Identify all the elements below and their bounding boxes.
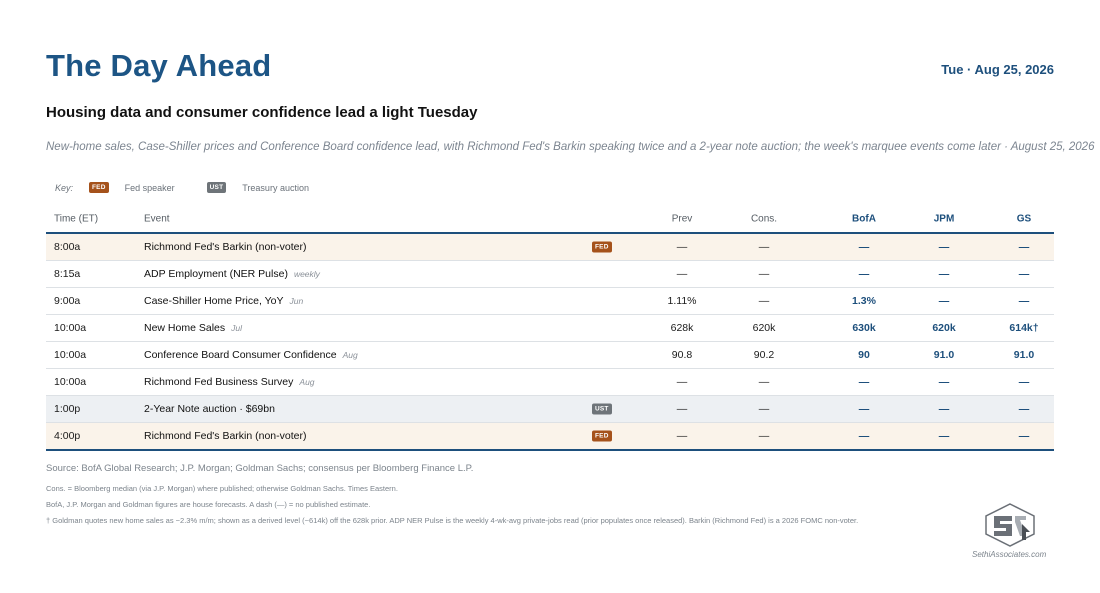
fed-badge-icon: FED — [592, 431, 612, 442]
cell-bofa: 1.3% — [852, 295, 876, 307]
cell-gs: — — [1018, 295, 1030, 307]
cell-time: 10:00a — [54, 322, 87, 334]
cell-time: 8:00a — [54, 241, 81, 253]
cell-prev: — — [676, 268, 688, 280]
cell-gs: — — [1018, 241, 1030, 253]
table-body — [46, 234, 1054, 451]
logo-text: SethiAssociates.com — [972, 550, 1047, 559]
cell-time: 10:00a — [54, 349, 87, 361]
cell-event — [144, 430, 306, 442]
key-fed-text: Fed speaker — [124, 182, 175, 193]
table-row — [46, 315, 1054, 342]
event-name: Conference Board Consumer Confidence — [144, 349, 337, 361]
key-ust-text: Treasury auction — [242, 182, 309, 193]
key-label: Key: — [55, 182, 74, 193]
cell-event — [144, 403, 275, 415]
cell-prev: — — [676, 403, 688, 415]
cell-cons: 620k — [752, 322, 776, 334]
cell-jpm: 91.0 — [933, 349, 955, 361]
cell-event — [144, 376, 315, 388]
ust-badge-icon: UST — [592, 404, 612, 415]
event-name: Richmond Fed Business Survey — [144, 376, 294, 388]
page-dek: New-home sales, Case-Shiller prices and Conference Board confidence lead, with Richmond Fed's Barkin speaking twice and a 2-year note auction; the week's marquee events come later · August 25, 2026 — [46, 141, 1095, 153]
cell-time: 8:15a — [54, 268, 81, 280]
cell-event — [144, 268, 320, 280]
cell-bofa: — — [858, 268, 870, 280]
event-period: Jul — [231, 323, 242, 333]
cell-prev: 1.11% — [667, 295, 697, 307]
footnote-dagger: † Goldman quotes new home sales as −2.3% m/m; shown as a derived level (~614k) off the 628k prior. ADP NER Pulse is the weekly 4-wk-avg private-jobs read (prior populates once released). Barkin (Richmond Fed) is a 2026 FOMC non-voter. — [46, 516, 859, 525]
cell-bofa: — — [858, 376, 870, 388]
cell-jpm: — — [938, 268, 950, 280]
cell-event — [144, 295, 303, 307]
event-name: Richmond Fed's Barkin (non-voter) — [144, 430, 307, 442]
event-period: Aug — [342, 350, 358, 360]
cell-gs: — — [1018, 403, 1030, 415]
ust-badge-icon: UST — [207, 182, 227, 193]
page-date: Tue · Aug 25, 2026 — [941, 62, 1054, 77]
cell-time: 4:00p — [54, 430, 81, 442]
table-header — [46, 206, 1054, 234]
table-row — [46, 369, 1054, 396]
cell-jpm: — — [938, 403, 950, 415]
table-row — [46, 288, 1054, 315]
events-table — [46, 206, 1054, 451]
cell-bofa: — — [858, 430, 870, 442]
event-name: 2-Year Note auction · $69bn — [144, 403, 275, 415]
event-name: Case-Shiller Home Price, YoY — [144, 295, 284, 307]
cell-cons: — — [758, 268, 770, 280]
cell-cons: — — [758, 241, 770, 253]
table-row — [46, 342, 1054, 369]
cell-gs: — — [1018, 430, 1030, 442]
cell-event — [144, 322, 242, 334]
cell-jpm: — — [938, 295, 950, 307]
column-header-cons: Cons. — [750, 213, 778, 225]
legend-key — [55, 182, 341, 193]
cell-jpm: — — [938, 376, 950, 388]
cell-time: 10:00a — [54, 376, 87, 388]
table-row — [46, 261, 1054, 288]
cell-gs: 614k† — [1009, 322, 1039, 334]
cell-gs: 91.0 — [1013, 349, 1035, 361]
sethi-associates-logo-icon — [982, 502, 1038, 548]
event-name: ADP Employment (NER Pulse) — [144, 268, 288, 280]
cell-time: 1:00p — [54, 403, 81, 415]
event-period: Jun — [289, 296, 304, 306]
table-row — [46, 234, 1054, 261]
event-period: Aug — [299, 377, 315, 387]
cell-prev: 628k — [670, 322, 694, 334]
cell-bofa: — — [858, 403, 870, 415]
event-period: weekly — [293, 269, 320, 279]
cell-prev: — — [676, 376, 688, 388]
cell-time: 9:00a — [54, 295, 81, 307]
cell-cons: 90.2 — [753, 349, 775, 361]
table-row — [46, 423, 1054, 451]
event-name: New Home Sales — [144, 322, 226, 334]
event-name: Richmond Fed's Barkin (non-voter) — [144, 241, 307, 253]
cell-jpm: — — [938, 241, 950, 253]
footnote-forecasts: BofA, J.P. Morgan and Goldman figures are house forecasts. A dash (—) = no published estimate. — [46, 500, 371, 509]
column-header-time: Time (ET) — [54, 213, 99, 225]
page-subtitle: Housing data and consumer confidence lead a light Tuesday — [46, 104, 478, 121]
cell-jpm: — — [938, 430, 950, 442]
cell-cons: — — [758, 430, 770, 442]
page-title: The Day Ahead — [46, 48, 272, 83]
cell-cons: — — [758, 295, 770, 307]
column-header-jpm: JPM — [933, 213, 955, 225]
column-header-bofa: BofA — [852, 213, 876, 225]
fed-badge-icon: FED — [592, 242, 612, 253]
table-row — [46, 396, 1054, 423]
cell-cons: — — [758, 376, 770, 388]
cell-prev: — — [676, 241, 688, 253]
column-header-prev: Prev — [671, 213, 693, 225]
fed-badge-icon: FED — [89, 182, 109, 193]
cell-event — [144, 349, 358, 361]
cell-gs: — — [1018, 376, 1030, 388]
cell-gs: — — [1018, 268, 1030, 280]
cell-bofa: — — [858, 241, 870, 253]
cell-jpm: 620k — [932, 322, 956, 334]
source-line: Source: BofA Global Research; J.P. Morgan; Goldman Sachs; consensus per Bloomberg Finance L.P. — [46, 463, 474, 474]
column-header-event: Event — [144, 213, 170, 225]
cell-bofa: 90 — [858, 349, 870, 361]
cell-prev: — — [676, 430, 688, 442]
cell-cons: — — [758, 403, 770, 415]
cell-prev: 90.8 — [671, 349, 693, 361]
cell-event — [144, 241, 306, 253]
cell-bofa: 630k — [852, 322, 876, 334]
footnote-cons: Cons. = Bloomberg median (via J.P. Morgan) where published; otherwise Goldman Sachs. Times Eastern. — [46, 484, 398, 493]
column-header-gs: GS — [1016, 213, 1032, 225]
